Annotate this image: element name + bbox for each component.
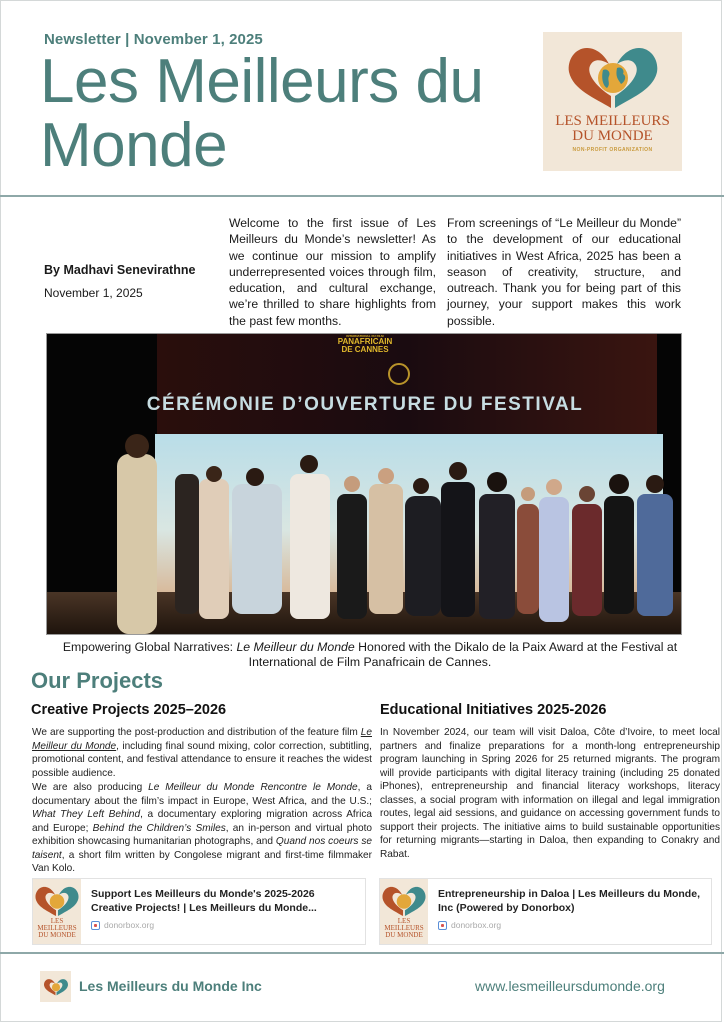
newsletter-eyebrow: Newsletter | November 1, 2025 [44, 31, 263, 48]
project-title: Quand nos coeurs se taisent [32, 836, 372, 861]
educational-initiatives-heading: Educational Initiatives 2025-2026 [380, 702, 607, 718]
card-body [428, 879, 711, 944]
caption-film-title: Le Meilleur du Monde [236, 640, 355, 654]
logo-tagline: NON-PROFIT ORGANIZATION [572, 147, 653, 153]
logo-line1: LES MEILLEURS [37, 917, 77, 932]
card-domain-text: donorbox.org [104, 920, 155, 930]
banner-small-text: INTERNATIONAL DU FILM [346, 334, 384, 338]
section-title-projects: Our Projects [31, 668, 164, 693]
heart-hands-globe-icon [380, 884, 428, 918]
heart-hands-globe-icon [33, 884, 81, 918]
stage-title: CÉRÉMONIE D’OUVERTURE DU FESTIVAL [146, 394, 584, 415]
footer-logo [40, 971, 71, 1002]
project-title: What They Left Behind [32, 809, 141, 820]
card-domain [91, 920, 357, 930]
card-domain-text: donorbox.org [451, 920, 502, 930]
intro-column-1: Welcome to the first issue of Les Meilleurs du Monde’s newsletter! As we continue our mission to amplify underrepresented voices through film, education, and cultural exchange, we’re thrilled to share highlights from the past few months. [229, 216, 436, 328]
footer-website-link[interactable]: www.lesmeilleursdumonde.org [475, 978, 665, 994]
text: We are supporting the post-production and distribution of the feature film [32, 727, 361, 738]
caption-text: Empowering Global Narratives: [62, 640, 237, 654]
project-title: Behind the Children’s Smiles [92, 822, 226, 834]
project-title: Le Meilleur du Monde Rencontre le Monde [148, 782, 358, 793]
festival-photo [46, 333, 682, 635]
card-domain [438, 920, 703, 930]
logo-line2: DU MONDE [572, 128, 653, 144]
card-title: Support Les Meilleurs du Monde's 2025-2026 Creative Projects! | Les Meilleurs du Monde... [91, 888, 317, 914]
text: , a documentary about the film’s impact in Europe, West Africa, and the U.S.; [32, 782, 372, 807]
text: , an in-person and virtual photo exhibition showcasing humanitarian photographs, and [32, 822, 372, 847]
card-title: Entrepreneurship in Daloa | Les Meilleurs du Monde, Inc (Powered by Donorbox) [438, 888, 700, 914]
heart-hands-globe-icon [565, 42, 661, 112]
photo-caption [40, 640, 700, 670]
text: We are also producing [32, 782, 149, 793]
creative-paragraph-1 [32, 726, 372, 780]
text: , a documentary exploring migration across Africa and Europe; [32, 809, 372, 834]
header-divider [0, 195, 724, 197]
heart-hands-globe-icon [43, 977, 69, 997]
page-title: Les Meilleurs du Monde [40, 47, 484, 180]
festival-stage-illustration [47, 334, 682, 635]
card-body [81, 879, 365, 944]
card-logo-thumbnail [380, 879, 428, 944]
banner-city-text: DE CANNES [341, 345, 389, 354]
educational-initiatives-body: In November 2024, our team will visit Daloa, Côte d’Ivoire, to meet local partners and finalize preparations for a month-long entrepreneurship program launching in Spring 2026 for 25 returned migrants. The program will provide participants with digital literacy training (including 25 donated iPhones), entrepreneurship and financial literacy workshops, literacy classes, a social program with information on illegal and legal immigration routes, legal aid sessions, and guidance on accessing government funds to support their projects. The initiative aims to build sustainable opportunities for returning migrants—starting in Daloa, then expanding to Conakry and Rabat. [380, 727, 720, 860]
card-logo-thumbnail [33, 879, 81, 944]
logo-line1: LES MEILLEURS [384, 917, 424, 932]
favicon-icon [438, 921, 447, 930]
card-logo-text [380, 918, 428, 939]
caption-text-2: Honored with the Dikalo de la Paix Award at the Festival at International de Film Panafricain de Cannes. [248, 640, 678, 669]
creative-projects-heading: Creative Projects 2025–2026 [31, 702, 227, 718]
footer-divider [0, 952, 724, 954]
donorbox-creative-link-card[interactable] [32, 878, 366, 945]
banner-festival-text: PANAFRICAIN [337, 337, 393, 346]
logo-line1: LES MEILLEURS [555, 113, 670, 129]
donorbox-education-link-card[interactable] [379, 878, 712, 945]
creative-projects-body [32, 726, 372, 877]
author-byline: By Madhavi Senevirathne [44, 263, 196, 277]
byline-date: November 1, 2025 [44, 286, 143, 300]
organization-logo [543, 32, 682, 171]
logo-line2: DU MONDE [38, 931, 76, 939]
favicon-icon [91, 921, 100, 930]
film-link[interactable]: Le Meilleur du Monde [32, 727, 372, 752]
footer-organization-name: Les Meilleurs du Monde Inc [79, 978, 262, 994]
creative-paragraph-2 [32, 781, 372, 876]
text: , including final sound mixing, color correction, subtitling, promotional content, and festival attendance to ensure it reaches the widest possible audience. [32, 740, 372, 779]
card-logo-text [33, 918, 81, 939]
text: , a short film written by Congolese migrant and first-time filmmaker Van Kolo. [32, 849, 372, 874]
logo-wordmark [555, 114, 670, 144]
intro-column-2: From screenings of “Le Meilleur du Monde” to the development of our educational initiatives in West Africa, 2025 has been a season of creativity, structure, and outreach. Thank you for being part of this journey, your support makes this work possible. [447, 216, 681, 328]
festival-banner-text [47, 334, 682, 354]
logo-line2: DU MONDE [385, 931, 423, 939]
